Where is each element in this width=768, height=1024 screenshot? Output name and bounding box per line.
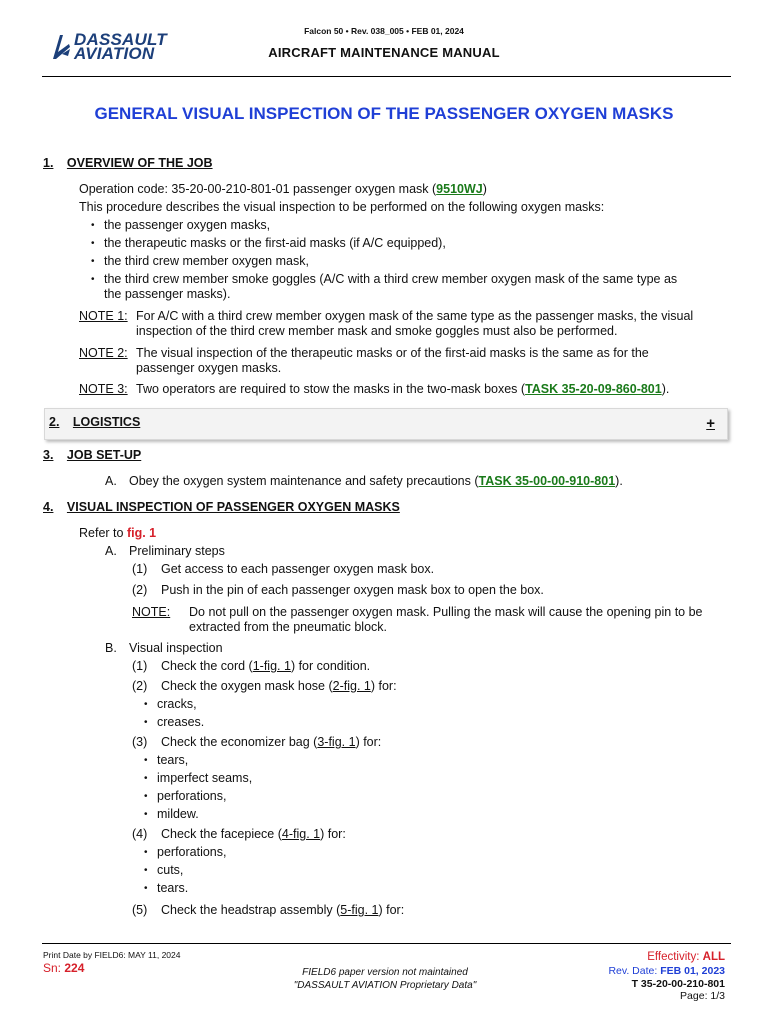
section-3-heading [43, 448, 141, 462]
list-item: • imperfect seams, [157, 770, 252, 786]
serial-value: 224 [64, 961, 85, 975]
substep-text [161, 658, 370, 674]
task-link[interactable]: TASK 35-20-09-860-801 [525, 382, 662, 396]
note-label: NOTE: [132, 605, 171, 619]
list-item: • cracks, [157, 696, 197, 712]
substep-text-suffix: ) for: [370, 679, 397, 693]
manual-title: AIRCRAFT MAINTENANCE MANUAL [268, 45, 500, 60]
list-item: • mildew. [157, 806, 199, 822]
section-title: OVERVIEW OF THE JOB [66, 156, 213, 170]
list-item: • perforations, [157, 788, 226, 804]
list-item: • the third crew member smoke goggles (A/C with a third crew member oxygen mask of the same type as [104, 271, 677, 287]
section-1-heading [43, 156, 213, 170]
substep-number: (2) [132, 583, 148, 597]
note-3-text [136, 381, 669, 397]
list-item: • the third crew member oxygen mask, [104, 253, 309, 269]
figure-item-link[interactable]: 2-fig. 1 [332, 679, 371, 693]
figure-item-link[interactable]: 5-fig. 1 [340, 903, 379, 917]
list-item: • the passenger oxygen masks, [104, 217, 270, 233]
task-reference: T 35-20-00-210-801 [631, 978, 725, 990]
step-text-suffix: ). [615, 474, 623, 488]
list-item-continuation: the passenger masks). [104, 287, 231, 301]
figure-reference-text: Refer to [79, 526, 127, 540]
logistics-panel[interactable] [44, 408, 728, 440]
substep-text-body: Check the facepiece ( [161, 827, 282, 841]
list-item: • tears, [157, 752, 188, 768]
note-2-text: The visual inspection of the therapeutic masks or of the first-aid masks is the same as for the [136, 346, 649, 360]
substep-text-body: Check the oxygen mask hose ( [161, 679, 333, 693]
substep-text [161, 678, 397, 694]
substep-text-suffix: ) for: [320, 827, 346, 841]
header-divider [42, 76, 731, 77]
substep-text-body: Check the headstrap assembly ( [161, 903, 341, 917]
revision-date [608, 965, 725, 977]
step-text-body: Obey the oxygen system maintenance and safety precautions ( [129, 474, 479, 488]
step-title: Visual inspection [129, 641, 223, 655]
list-item: • tears. [157, 880, 188, 896]
operation-code-suffix: ) [482, 182, 487, 196]
section-2-heading [49, 415, 140, 429]
print-date: Print Date by FIELD6: MAY 11, 2024 [43, 950, 181, 960]
note-text-cont: extracted from the pneumatic block. [189, 620, 388, 634]
step-text [129, 473, 623, 489]
figure-reference [79, 525, 156, 541]
paper-version-note: FIELD6 paper version not maintained [302, 967, 468, 978]
substep-text [161, 734, 381, 750]
section-title: LOGISTICS [72, 415, 141, 429]
operation-code [79, 181, 487, 197]
substep-text [161, 902, 404, 918]
task-link[interactable]: TASK 35-00-00-910-801 [478, 474, 616, 488]
substep-number: (1) [132, 659, 148, 673]
substep-text: Get access to each passenger oxygen mask box. [161, 562, 435, 576]
substep-number: (3) [132, 735, 148, 749]
note-1-label: NOTE 1: [79, 309, 128, 323]
substep-text-suffix: ) for condition. [290, 659, 371, 673]
revision-label: Rev. Date: [608, 965, 658, 977]
note-2-label: NOTE 2: [79, 346, 128, 360]
footer-divider [42, 943, 731, 944]
section-number: 2. [49, 415, 60, 429]
note-3-suffix: ). [661, 382, 670, 396]
step-label: A. [105, 474, 117, 488]
step-title: Preliminary steps [129, 544, 225, 558]
note-1-text: For A/C with a third crew member oxygen mask of the same type as the passenger masks, the visual [136, 309, 694, 323]
figure-link[interactable]: fig. 1 [126, 526, 157, 540]
note-text: Do not pull on the passenger oxygen mask. Pulling the mask will cause the opening pin to be [189, 605, 703, 619]
serial-number [43, 961, 84, 975]
list-item: • cuts, [157, 862, 183, 878]
figure-item-link[interactable]: 1-fig. 1 [252, 659, 291, 673]
operation-code-link[interactable]: 9510WJ [436, 182, 483, 196]
logo-word-aviation: AVIATION [74, 44, 155, 63]
note-3-label: NOTE 3: [79, 382, 128, 396]
substep-text-suffix: ) for: [355, 735, 382, 749]
section-number: 1. [43, 156, 54, 170]
page-number: Page: 1/3 [680, 990, 725, 1002]
operation-code-text: Operation code: 35-20-00-210-801-01 passenger oxygen mask ( [79, 182, 437, 196]
note-2-text-cont: passenger oxygen masks. [136, 361, 282, 375]
page-title: GENERAL VISUAL INSPECTION OF THE PASSENGER OXYGEN MASKS [94, 104, 674, 123]
note-3-text-body: Two operators are required to stow the masks in the two-mask boxes ( [136, 382, 526, 396]
figure-item-link[interactable]: 3-fig. 1 [317, 735, 356, 749]
section-number: 3. [43, 448, 54, 462]
proprietary-note: "DASSAULT AVIATION Proprietary Data" [293, 980, 477, 991]
substep-number: (2) [132, 679, 148, 693]
serial-label: Sn: [43, 961, 62, 975]
step-label: B. [105, 641, 117, 655]
list-item: • the therapeutic masks or the first-aid masks (if A/C equipped), [104, 235, 446, 251]
effectivity-value: ALL [702, 951, 725, 963]
section-4-heading [43, 500, 400, 514]
figure-item-link[interactable]: 4-fig. 1 [281, 827, 321, 841]
substep-number: (1) [132, 562, 148, 576]
document-reference: Falcon 50 • Rev. 038_005 • FEB 01, 2024 [304, 26, 464, 36]
substep-text-body: Check the economizer bag ( [161, 735, 318, 749]
effectivity-label: Effectivity: [647, 951, 700, 963]
substep-text: Push in the pin of each passenger oxygen mask box to open the box. [161, 583, 544, 597]
substep-number: (5) [132, 903, 148, 917]
procedure-intro: This procedure describes the visual inspection to be performed on the following oxygen masks: [79, 200, 605, 214]
list-item: • creases. [157, 714, 204, 730]
list-item: • perforations, [157, 844, 226, 860]
substep-number: (4) [132, 827, 148, 841]
effectivity [647, 951, 725, 963]
revision-value: FEB 01, 2023 [660, 965, 725, 977]
step-label: A. [105, 544, 117, 558]
expand-plus-icon[interactable]: + [706, 415, 715, 432]
substep-text [161, 826, 346, 842]
section-title: VISUAL INSPECTION OF PASSENGER OXYGEN MASKS [66, 500, 400, 514]
substep-text-suffix: ) for: [378, 903, 405, 917]
section-title: JOB SET-UP [66, 448, 142, 462]
note-1-text-cont: inspection of the third crew member mask and smoke goggles must also be performed. [136, 324, 618, 338]
section-number: 4. [43, 500, 54, 514]
substep-text-body: Check the cord ( [161, 659, 253, 673]
logo-word-dassault: DASSAULT [74, 30, 167, 49]
